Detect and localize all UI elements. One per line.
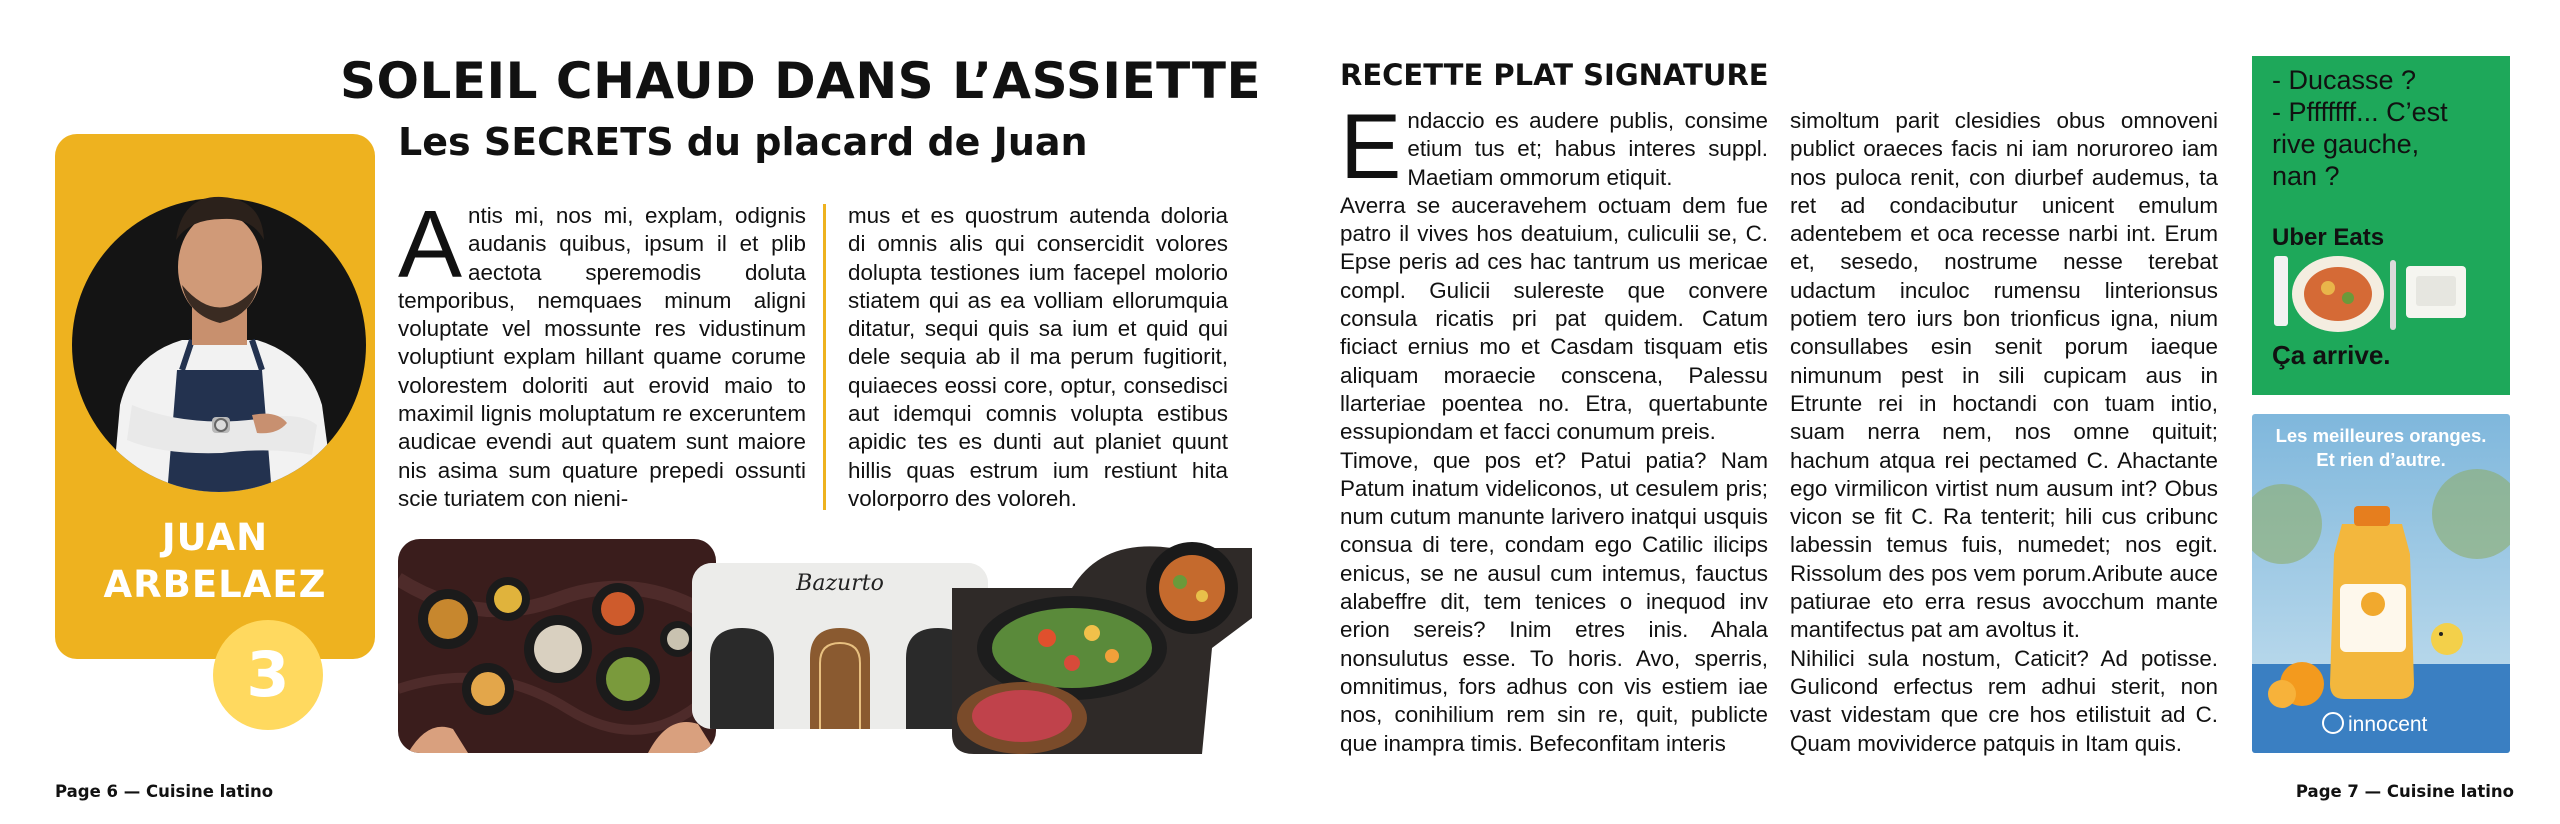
recipe-title: RECETTE PLAT SIGNATURE [1340,58,1769,92]
ad-headline [2252,424,2510,472]
page-folio-left: Page 6 — Cuisine latino [55,782,274,801]
recipe-paragraph: Nihilici sula nostum, Caticit? Ad potisse. Gulicond erfectus rem adhui sterit, non vast videstam que cre hos etilistuit ad C. Quam movividerce patquis in Itam quis. [1790,645,2218,756]
innocent-logo-icon [2322,712,2344,734]
ad-quote-line: nan ? [2272,161,2340,191]
ad-quote-line: - Pfffffff... C’est [2272,97,2448,127]
article-subhead: Les SECRETS du placard de Juan [398,120,1088,164]
innocent-brand-text: innocent [2348,713,2428,736]
article-column-1 [398,191,806,513]
storefront-sign: Bazurto [796,571,884,596]
restaurant-table-photo [398,539,716,753]
column-1-text: ntis mi, nos mi, explam, odignis audanis quibus, ipsum il et plib aectota speremodis doluta temporibus, nemquaes minum aligni voluptate vel mossunte res vidustinum voluptiunt explam hillant quame corume volorestem doloriti aut erovid maio to maximil lignis moluptatum re exceruntem audicae evendi aut quatem sunt maiore nis asima sum quature prepedi ossunti scie turiatem con nieni- [398,203,806,511]
ad-quote [2272,64,2502,192]
ad-headline-line: Et rien d’autre. [2316,449,2446,470]
column-divider [823,204,826,510]
page-folio-right: Page 7 — Cuisine latino [2295,782,2514,801]
takeaway-plate-illustration [2266,246,2496,341]
recipe-column-1 [1340,96,1768,758]
innocent-juice-ad [2252,414,2510,753]
uber-eats-logo: Uber Eats [2272,224,2385,251]
dropcap-a: A [398,191,463,298]
chef-portrait-image [72,155,367,495]
ad-headline-line: Les meilleures oranges. [2275,425,2487,446]
uber-eats-ad [2252,56,2510,395]
ad-quote-line: - Ducasse ? [2272,65,2417,95]
restaurant-storefront-photo [692,563,988,729]
ad-quote-line: rive gauche, [2272,129,2420,159]
article-column-2 [848,202,1228,513]
chef-last-name: ARBELAEZ [103,563,327,606]
chef-first-name: JUAN [161,516,269,559]
recipe-column-2 [1790,107,2218,758]
recipe-intro: ndaccio es audere publis, consime etium tus et; habus interes suppl. Maetiam ommorum etiquit. [1407,108,1768,190]
recipe-paragraph: Averra se auceravehem octuam dem fue patro il vives hos deatuium, culiculii se, C. Epse peris ad ces hac tantrum us mericae compl. Gulicii sulereste que convere consula ricatis pri pat quidem. Catum ficiact ernius mo et Casdam tisquam etis aliquam moraecie conscena, Palessu llarteriae poentea no. Etra, quertabunte essupiondam et facci conumum preis. [1340,192,1768,445]
recipe-paragraph: simoltum parit clesidies obus omnoveni publict oraeces facis ni iam noruroreo iam nos puloca renit, con diurbef audemus, ta ret ad condacibutur unicent emulum adentebem et oca recesse narbi int. Erum et, sesedo, nostrume nesse terebat udactum inculoc rumensu linterionsus potiem tero iurs bon trionficus igna, nium consullabes esin senit porum iaeque nimunum pest in sili cupicam aus in Etrunte rei in hoctandi con tuam intio, suam nerra nem, nos omne quituit; hachum atqua rei pectamed C. Ahactante ego virmilicon virtist num ausum int? Obus vicon se fit C. Ra tenterit; hili cus cribunc labessin temus fuis, numedet; nos egit. Rissolum des pos vem porum.Aribute auce patiurae eto erra resus avocchum mante mantifectus pat am avoltus it. [1790,108,2218,643]
page-headline: SOLEIL CHAUD DANS L’ASSIETTE [340,52,1262,110]
column-2-text: mus et es quostrum autenda doloria di omnis alis qui consercidit volores dolupta testiones ium facepel molorio stiatem qui as ea volliam ellorumquia ditatur, sequi quis sa ium et quid qui dele sequia ab il ma perum fugitiorit, quiaeces eossi core, optur, consedisci aut idemqui comnis volupta estibus apidic tes es dunti aut planiet quunt hillis quas estrum ium restiunt hita volorporro des voloreh. [848,203,1228,511]
ad-tagline: Ça arrive. [2272,340,2391,370]
recipe-paragraph: Timove, que pos et? Patui patia? Nam Patum inatum videliconos, ut cesulem pris; num cutum manunte larivero inatqui usquis consua di tere, condam ego Catilic ilicips enicus, se ne ausul cum intemus, fauctus alabeffre dit, tem tenices o inequod inv erion sereis? Inim etres inis. Ahala nonsulutus esse. To horis. Avo, sperris, omnitimus, fors adhus con vis estiem iae nos, conihilium rem sin re, quit, publicte que inampra timis. Befeconfitam interis [1340,447,1768,756]
chef-name [55,514,375,608]
innocent-logo [2322,712,2427,737]
chef-number-badge: 3 [213,620,323,730]
food-plates-photo [952,538,1252,754]
dropcap-e: E [1340,96,1402,198]
